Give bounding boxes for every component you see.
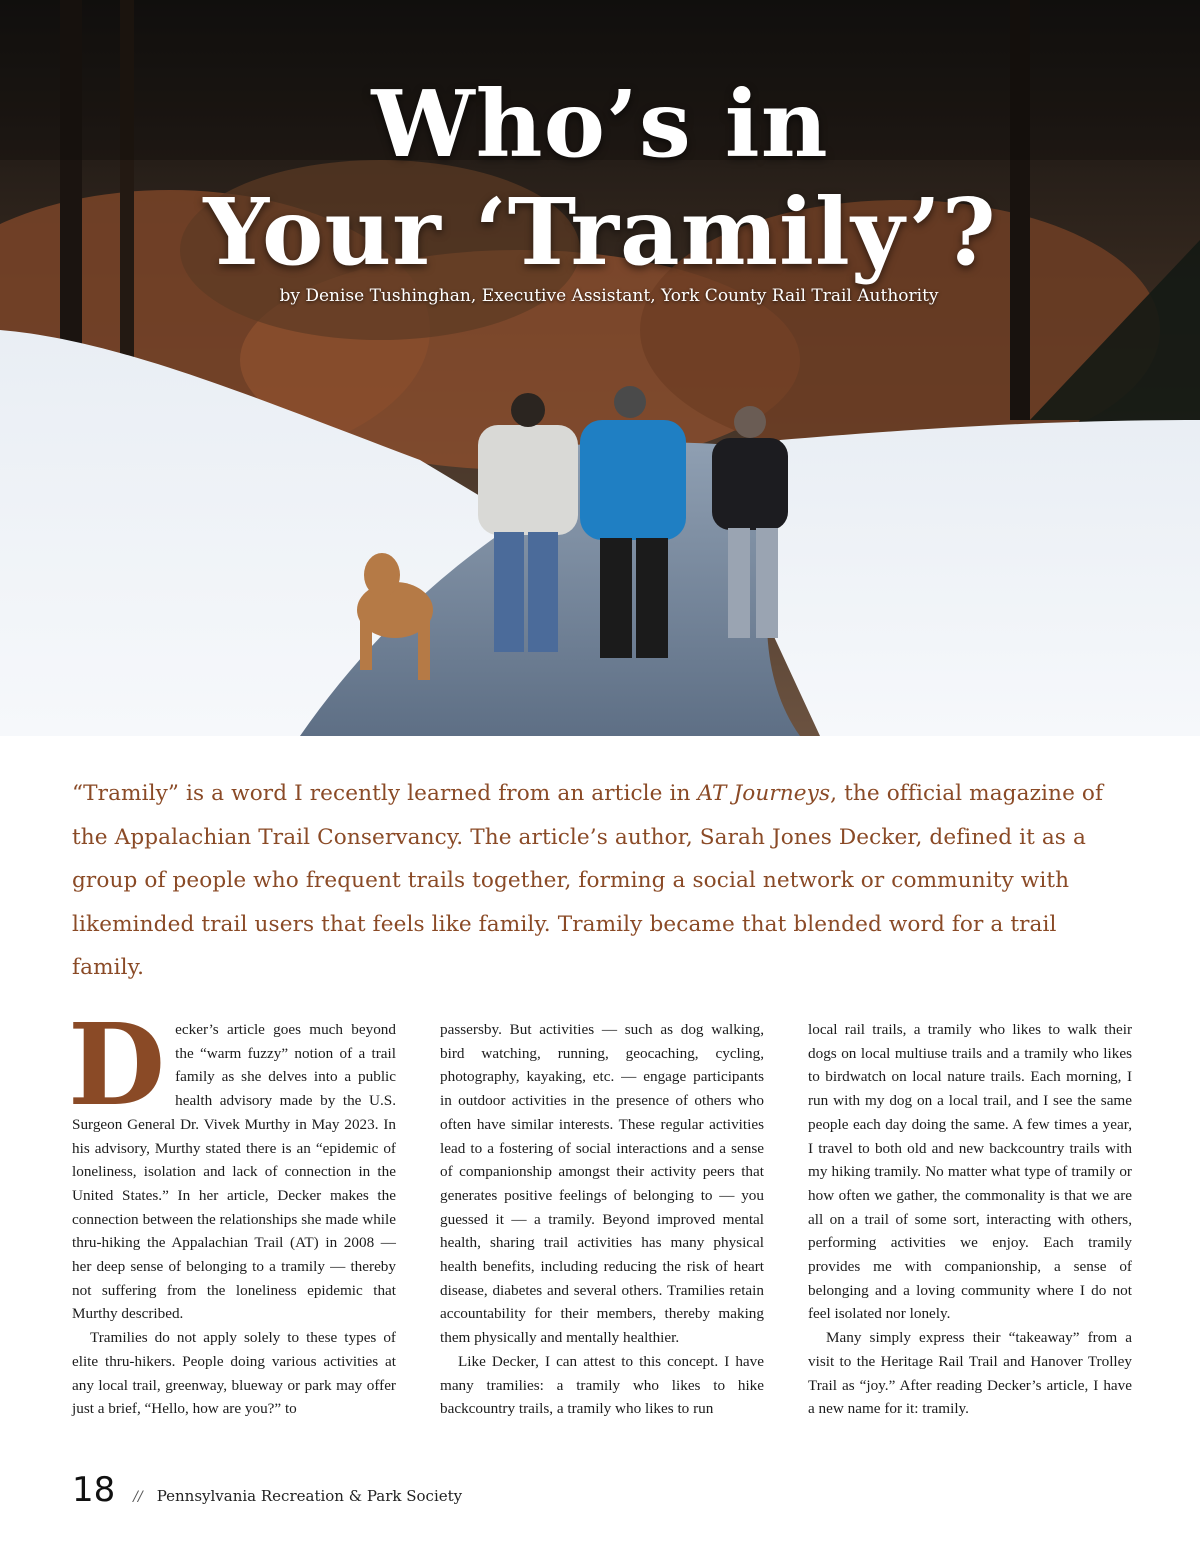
- publication-name: Pennsylvania Recreation & Park Society: [156, 1487, 463, 1505]
- column-1: [68, 1000, 396, 1438]
- intro-text-2: , the official magazine of the Appalachian Trail Conservancy. The article’s author, Sarah Jones Decker, defined it as a group of people who frequent trails together, forming a social network or community with likeminded trail users that feels like family. Tramily became that blended word for a trail family.: [72, 781, 1104, 980]
- column-2: [440, 1018, 764, 1438]
- paragraph-3: passersby. But activities — such as dog walking, bird watching, running, geocaching, cycling, photography, kayaking, etc. — engage participants in outdoor activities in the presence of others who often have similar interests. These regular activities lead to a fostering of social interactions and a sense of companionship amongst their activity peers that generates positive feelings of belonging to — you guessed it — a tramily. Beyond improved mental health, sharing trail activities has many physical health benefits, including reducing the risk of heart disease, diabetes and several others. Tramilies retain accountability for their members, thereby making them physically and mentally healthier.: [440, 1021, 764, 1347]
- paragraph-1-text: ecker’s article goes much beyond the “warm fuzzy” notion of a trail family as she delves into a public health advisory made by the U.S. Surgeon General Dr. Vivek Murthy in May 2023. In his advisory, Murthy stated there is an “epidemic of loneliness, isolation and lack of connection in the United States.” In her article, Decker makes the connection between the relationships she made while thru-hiking the Appalachian Trail (AT) in 2008 — her deep sense of belonging to a tramily — thereby not suffering from the loneliness epidemic that Murthy described.: [72, 1021, 396, 1323]
- footer-separator: //: [133, 1489, 143, 1505]
- magazine-title: AT Journeys: [697, 781, 831, 806]
- intro-text-1: “Tramily” is a word I recently learned from an article in: [72, 781, 698, 806]
- hero-photo: [0, 0, 1200, 736]
- drop-cap: D: [68, 1000, 166, 1131]
- paragraph-2: Tramilies do not apply solely to these types of elite thru-hikers. People doing various activities at any local trail, greenway, blueway or park may offer just a brief, “Hello, how are you?” to: [72, 1329, 396, 1418]
- paragraph-4: Like Decker, I can attest to this concept. I have many tramilies: a tramily who likes to hike backcountry trails, a tramily who likes to run: [440, 1352, 764, 1418]
- byline: by Denise Tushinghan, Executive Assistant, York County Rail Trail Authority: [279, 286, 939, 306]
- column-3: [808, 1018, 1132, 1438]
- paragraph-5: local rail trails, a tramily who likes to walk their dogs on local multiuse trails and a tramily who likes to birdwatch on local nature trails. Each morning, I run with my dog on a local trail, and I see the same people each day doing the same. A few times a year, I travel to both old and new backcountry trails with my hiking tramily. No matter what type of tramily or how often we gather, the commonality is that we are all on a trail of some sort, interacting with others, performing activities we enjoy. Each tramily provides me with companionship, a sense of belonging and a loving community where I do not feel isolated nor lonely.: [808, 1021, 1132, 1323]
- page-footer: [72, 1470, 462, 1510]
- article-title: [0, 70, 1200, 286]
- paragraph-1: [68, 1000, 396, 1326]
- paragraph-6: Many simply express their “takeaway” from a visit to the Heritage Rail Trail and Hanover Trolley Trail as “joy.” After reading Decker’s article, I have a new name for it: tramily.: [808, 1329, 1132, 1418]
- body-columns: [68, 1000, 1132, 1438]
- intro-paragraph: [72, 772, 1132, 990]
- page-number: 18: [72, 1470, 116, 1510]
- title-line-1: Who’s in: [371, 70, 829, 178]
- title-line-2: Your ‘Tramily’?: [203, 178, 997, 286]
